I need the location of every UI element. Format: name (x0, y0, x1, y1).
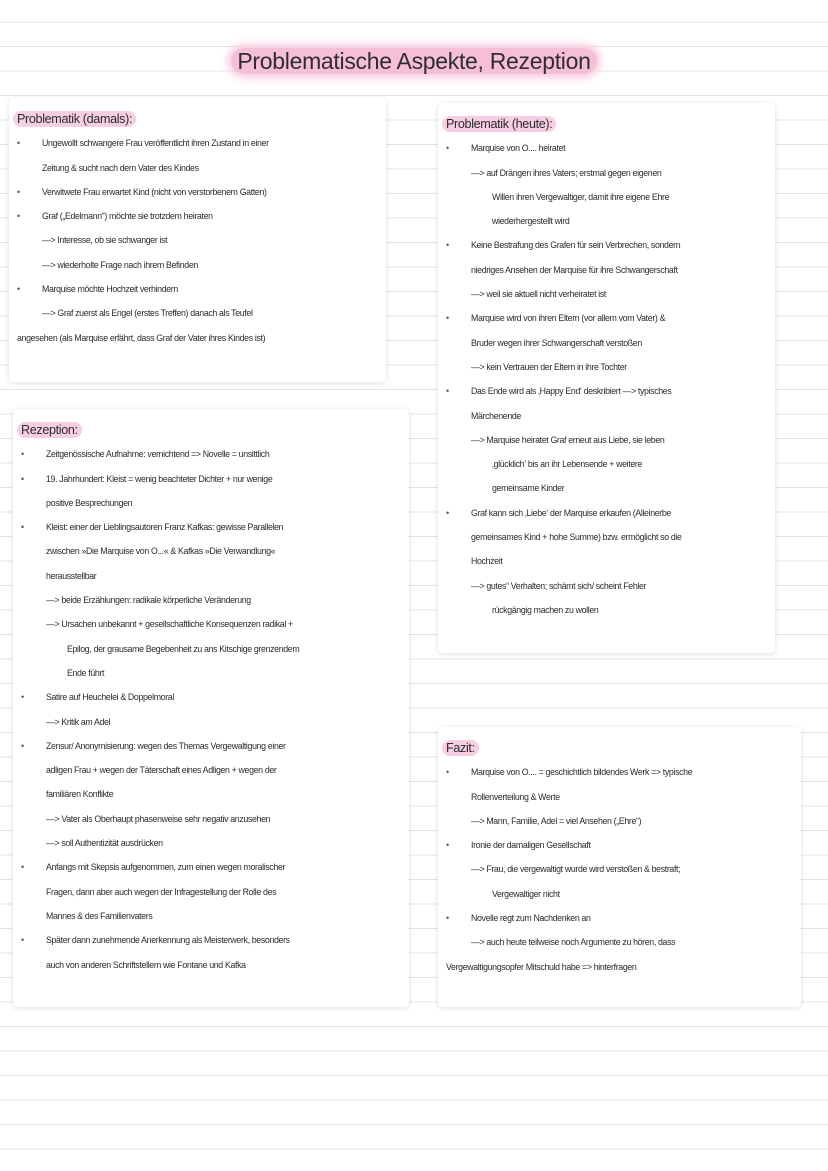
page-title (0, 44, 828, 78)
bullet-continuation: familiären Konflikte (46, 789, 114, 800)
bullet-item: • Graf kann sich ‚Liebe‘ der Marquise erkaufen (Alleinerbe (442, 501, 775, 525)
bullet-item: • Zensur/ Anonymisierung: wegen des Themas Vergewaltigung einer (17, 734, 409, 758)
bullet-item: • Marquise wird von ihren Eltern (vor allem vom Vater) & (442, 306, 775, 330)
arrow-item: —> beide Erzählungen: radikale körperliche Veränderung (46, 595, 251, 606)
bullet-continuation: Fragen, dann aber auch wegen der Infragestellung der Rolle des (46, 886, 277, 897)
arrow-item: —> gutes“ Verhalten; schämt sich/ scheint Fehler (471, 580, 647, 591)
bullet-item: • Satire auf Heuchelei & Doppelmoral (17, 685, 409, 709)
arrow-item: —> auf Drängen ihres Vaters; erstmal gegen eigenen (471, 167, 662, 178)
card-rezeption (13, 409, 409, 1007)
arrow-item: —> Ursachen unbekannt + gesellschaftliche Konsequenzen radikal + (46, 619, 293, 630)
section-heading: Fazit: (442, 740, 479, 756)
card-problematik-damals (9, 98, 386, 382)
section-heading: Problematik (heute): (442, 116, 556, 132)
section-heading: Problematik (damals): (13, 111, 136, 127)
bullet-item: • Kleist: einer der Lieblingsautoren Franz Kafkas: gewisse Parallelen (17, 515, 409, 539)
bullet-item: • Anfangs mit Skepsis aufgenommen, zum einen wegen moralischer (17, 855, 409, 879)
bullet-continuation: zwischen »Die Marquise von O...« & Kafkas »Die Verwandlung« (46, 546, 276, 557)
arrow-continuation: Vergewaltiger nicht (492, 888, 560, 899)
bullet-item: • Graf („Edelmann“) möchte sie trotzdem heiraten (13, 204, 386, 228)
flush-line: Vergewaltigungsopfer Mitschuld habe => hinterfragen (446, 961, 637, 972)
flush-line: angesehen (als Marquise erfährt, dass Graf der Vater ihres Kindes ist) (17, 332, 266, 343)
bullet-item: • Marquise möchte Hochzeit verhindern (13, 277, 386, 301)
arrow-item: —> Frau, die vergewaltigt wurde wird verstoßen & bestraft; (471, 864, 681, 875)
arrow-item: —> wiederholte Frage nach ihrem Befinden (42, 259, 198, 270)
bullet-item: • Ironie der damaligen Gesellschaft (442, 833, 801, 857)
card-problematik-heute (438, 103, 775, 653)
bullet-continuation: auch von anderen Schriftstellern wie Fontane und Kafka (46, 959, 246, 970)
bullet-item: • Verwitwete Frau erwartet Kind (nicht von verstorbenem Gatten) (13, 180, 386, 204)
arrow-item: —> Marquise heiratet Graf erneut aus Liebe, sie leben (471, 434, 665, 445)
arrow-continuation: Willen ihren Vergewaltiger, damit ihre eigene Ehre (492, 191, 670, 202)
arrow-continuation: wiederhergestellt wird (492, 216, 570, 227)
arrow-item: —> weil sie aktuell nicht verheiratet ist (471, 289, 607, 300)
bullet-continuation: gemeinsames Kind + hohe Summe) bzw. ermöglicht so die (471, 532, 682, 543)
bullet-continuation: niedriges Ansehen der Marquise für ihre Schwangerschaft (471, 264, 678, 275)
bullet-item: • Novelle regt zum Nachdenken an (442, 906, 801, 930)
bullet-continuation: Bruder wegen ihrer Schwangerschaft verstoßen (471, 337, 642, 348)
card-fazit (438, 727, 801, 1007)
bullet-item: • Marquise von O.... = geschichtlich bildendes Werk => typische (442, 760, 801, 784)
bullet-continuation: herausstellbar (46, 570, 97, 581)
bullet-item: • Marquise von O.... heiratet (442, 136, 775, 160)
bullet-continuation: positive Besprechungen (46, 497, 133, 508)
bullet-item: • 19. Jahrhundert: Kleist = wenig beachteter Dichter + nur wenige (17, 467, 409, 491)
bullet-continuation: Mannes & des Familienvaters (46, 910, 153, 921)
arrow-continuation: Epilog, der grausame Begebenheit zu ans Kitschige grenzendem (67, 643, 300, 654)
arrow-continuation: ‚glücklich‘ bis an ihr Lebensende + weitere (492, 459, 642, 470)
bullet-item: • Später dann zunehmende Anerkennung als Meisterwerk, besonders (17, 928, 409, 952)
arrow-continuation: gemeinsame Kinder (492, 483, 565, 494)
bullet-continuation: Zeitung & sucht nach dem Vater des Kindes (42, 162, 199, 173)
arrow-item: —> Interesse, ob sie schwanger ist (42, 235, 168, 246)
arrow-item: —> auch heute teilweise noch Argumente zu hören, dass (471, 937, 676, 948)
bullet-continuation: Hochzeit (471, 556, 503, 567)
bullet-continuation: Märchenende (471, 410, 521, 421)
arrow-item: —> soll Authentizität ausdrücken (46, 838, 163, 849)
arrow-continuation: rückgängig machen zu wollen (492, 604, 599, 615)
arrow-item: —> Kritik am Adel (46, 716, 111, 727)
bullet-item: • Zeitgenössische Aufnahme: vernichtend => Novelle = unsittlich (17, 442, 409, 466)
arrow-item: —> Mann, Familie, Adel = viel Ansehen („Ehre“) (471, 815, 642, 826)
arrow-item: —> Vater als Oberhaupt phasenweise sehr negativ anzusehen (46, 813, 271, 824)
arrow-item: —> kein Vertrauen der Eltern in ihre Tochter (471, 361, 627, 372)
page-title-text: Problematische Aspekte, Rezeption (231, 48, 596, 74)
bullet-continuation: adligen Frau + wegen der Täterschaft eines Adligen + wegen der (46, 765, 277, 776)
bullet-continuation: Rollenverteilung & Werte (471, 791, 560, 802)
arrow-continuation: Ende führt (67, 667, 105, 678)
bullet-item: • Das Ende wird als ‚Happy End‘ deskribiert —> typisches (442, 379, 775, 403)
bullet-item: • Keine Bestrafung des Grafen für sein Verbrechen, sondern (442, 233, 775, 257)
arrow-item: —> Graf zuerst als Engel (erstes Treffen) danach als Teufel (42, 308, 253, 319)
bullet-item: • Ungewollt schwangere Frau veröffentlicht ihren Zustand in einer (13, 131, 386, 155)
section-heading: Rezeption: (17, 422, 82, 438)
